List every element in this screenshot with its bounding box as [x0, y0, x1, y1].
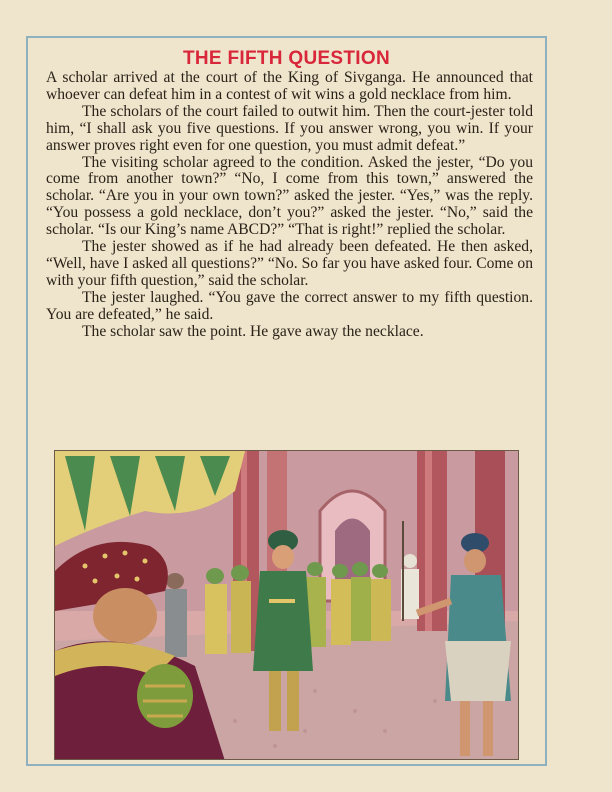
court-scene-illustration	[54, 450, 519, 760]
paragraph-1: A scholar arrived at the court of the King of Sivganga. He announced that whoever can defeat him in a contest of wit wins a gold necklace from him.	[46, 69, 533, 103]
paragraph-4: The jester showed as if he had already been defeated. He then asked, “Well, have I asked all questions?” “No. So far you have asked four. Come on with your fifth question,” said the scholar.	[46, 238, 533, 289]
paragraph-6: The scholar saw the point. He gave away the necklace.	[82, 322, 424, 340]
story-title: THE FIFTH QUESTION	[182, 48, 390, 69]
paragraph-3: The visiting scholar agreed to the condition. Asked the jester, “Do you come from another town?” “No, I come from this town,” answered the scholar. “Are you in your own town?” asked the jester. “Yes,” was the reply. “You possess a gold necklace, don’t you?” asked the jester. “No,” said the scholar. “Is our King’s name ABCD?” “That is right!” replied the scholar.	[46, 153, 533, 239]
story-text	[46, 70, 533, 341]
paragraph-5: The jester laughed. “You gave the correct answer to my fifth question. You are defeated,” he said.	[46, 288, 533, 323]
paragraph-2: The scholars of the court failed to outwit him. Then the court-jester told him, “I shall ask you five questions. If you answer wrong, you win. If your answer proves right even for one question, you must admit defeat.”	[46, 102, 533, 154]
